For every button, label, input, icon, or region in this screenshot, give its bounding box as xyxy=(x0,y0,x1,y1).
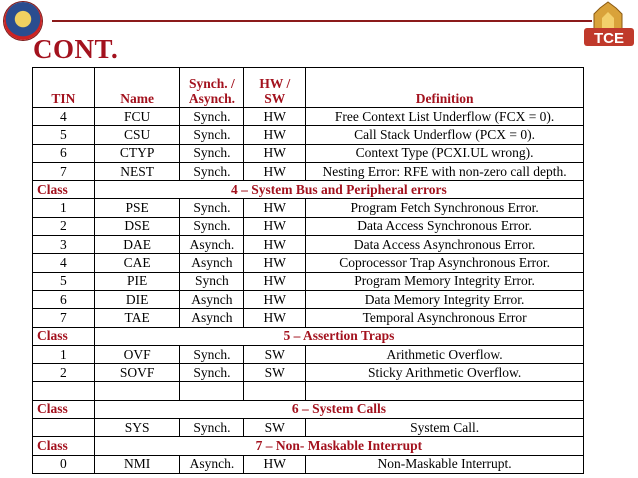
table-row xyxy=(33,144,584,162)
cell-definition: Call Stack Underflow (PCX = 0). xyxy=(306,126,584,144)
cell-tin: 6 xyxy=(33,290,95,308)
cell-hw: HW xyxy=(244,272,306,290)
cell-tin: 5 xyxy=(33,126,95,144)
cell-hw: HW xyxy=(244,455,306,473)
table-row xyxy=(33,199,584,217)
cell-definition: Context Type (PCXI.UL wrong). xyxy=(306,144,584,162)
cell-name: NMI xyxy=(94,455,180,473)
header-rule xyxy=(52,20,592,22)
cell-definition xyxy=(306,382,584,400)
cell-tin: 5 xyxy=(33,272,95,290)
cell-name: SOVF xyxy=(94,364,180,382)
cell-tin: 2 xyxy=(33,364,95,382)
table-header-row xyxy=(33,68,584,108)
cell-definition: Data Memory Integrity Error. xyxy=(306,290,584,308)
cell-tin xyxy=(33,382,95,400)
table-row xyxy=(33,217,584,235)
class-row xyxy=(33,400,584,418)
cell-name: TAE xyxy=(94,309,180,327)
cell-hw: HW xyxy=(244,309,306,327)
table-row xyxy=(33,290,584,308)
cell-synch: Synch. xyxy=(180,217,244,235)
cell-definition: Sticky Arithmetic Overflow. xyxy=(306,364,584,382)
table-row xyxy=(33,126,584,144)
cell-synch: Synch. xyxy=(180,419,244,437)
cell-synch xyxy=(180,382,244,400)
class-title: 6 – System Calls xyxy=(94,400,583,418)
class-title: 7 – Non- Maskable Interrupt xyxy=(94,437,583,455)
cell-synch: Synch. xyxy=(180,126,244,144)
cell-synch: Asynch xyxy=(180,254,244,272)
cell-tin: 4 xyxy=(33,254,95,272)
table-row xyxy=(33,364,584,382)
cell-hw: SW xyxy=(244,364,306,382)
header-synch-line2: Asynch. xyxy=(188,91,235,106)
header-name: Name xyxy=(94,68,180,108)
cell-synch: Synch. xyxy=(180,162,244,180)
cell-tin: 1 xyxy=(33,345,95,363)
cell-tin xyxy=(33,419,95,437)
cell-definition: Free Context List Underflow (FCX = 0). xyxy=(306,108,584,126)
cell-name: DAE xyxy=(94,236,180,254)
table-row xyxy=(33,419,584,437)
cell-synch: Synch. xyxy=(180,108,244,126)
cell-tin: 6 xyxy=(33,144,95,162)
cell-synch: Asynch xyxy=(180,290,244,308)
cell-tin: 7 xyxy=(33,162,95,180)
cell-definition: Data Access Asynchronous Error. xyxy=(306,236,584,254)
class-row xyxy=(33,327,584,345)
cell-tin: 2 xyxy=(33,217,95,235)
cell-name: PSE xyxy=(94,199,180,217)
cell-synch: Asynch. xyxy=(180,455,244,473)
cell-hw: SW xyxy=(244,419,306,437)
tce-logo-text: TCE xyxy=(594,30,624,47)
cell-tin: 7 xyxy=(33,309,95,327)
cell-hw: HW xyxy=(244,199,306,217)
page-title: CONT. xyxy=(33,34,119,64)
cell-tin: 0 xyxy=(33,455,95,473)
table-row xyxy=(33,345,584,363)
table-row xyxy=(33,108,584,126)
header-hw-line1: HW / xyxy=(259,76,291,91)
cell-name: SYS xyxy=(94,419,180,437)
class-title: 5 – Assertion Traps xyxy=(94,327,583,345)
cell-definition: Program Fetch Synchronous Error. xyxy=(306,199,584,217)
cell-definition: Program Memory Integrity Error. xyxy=(306,272,584,290)
cell-hw: HW xyxy=(244,217,306,235)
table-body xyxy=(33,108,584,474)
tce-logo xyxy=(580,0,636,50)
header-definition: Definition xyxy=(306,68,584,108)
cell-synch: Synch xyxy=(180,272,244,290)
cell-name: CTYP xyxy=(94,144,180,162)
header-synch-line1: Synch. / xyxy=(189,76,235,91)
cell-name xyxy=(94,382,180,400)
cell-hw: HW xyxy=(244,254,306,272)
cell-definition: Coprocessor Trap Asynchronous Error. xyxy=(306,254,584,272)
cell-name: DIE xyxy=(94,290,180,308)
class-title: 4 – System Bus and Peripheral errors xyxy=(94,181,583,199)
header-synch xyxy=(180,68,244,108)
cell-hw: HW xyxy=(244,236,306,254)
cell-synch: Synch. xyxy=(180,199,244,217)
table-row xyxy=(33,236,584,254)
table-row xyxy=(33,382,584,400)
cell-name: CSU xyxy=(94,126,180,144)
cell-definition: Data Access Synchronous Error. xyxy=(306,217,584,235)
table-row xyxy=(33,272,584,290)
cell-synch: Synch. xyxy=(180,345,244,363)
cell-definition: System Call. xyxy=(306,419,584,437)
header-tin: TIN xyxy=(33,68,95,108)
cell-tin: 4 xyxy=(33,108,95,126)
cell-tin: 3 xyxy=(33,236,95,254)
cell-name: NEST xyxy=(94,162,180,180)
cell-hw: HW xyxy=(244,108,306,126)
cell-name: OVF xyxy=(94,345,180,363)
cell-name: DSE xyxy=(94,217,180,235)
class-label: Class xyxy=(33,327,95,345)
cell-synch: Synch. xyxy=(180,364,244,382)
cell-definition: Arithmetic Overflow. xyxy=(306,345,584,363)
cell-name: CAE xyxy=(94,254,180,272)
cell-hw: HW xyxy=(244,144,306,162)
table-row xyxy=(33,162,584,180)
cell-hw: HW xyxy=(244,290,306,308)
table-row xyxy=(33,254,584,272)
cell-definition: Nesting Error: RFE with non-zero call depth. xyxy=(306,162,584,180)
cell-definition: Temporal Asynchronous Error xyxy=(306,309,584,327)
class-row xyxy=(33,437,584,455)
cell-hw xyxy=(244,382,306,400)
cell-synch: Synch. xyxy=(180,144,244,162)
cell-synch: Asynch xyxy=(180,309,244,327)
cell-synch: Asynch. xyxy=(180,236,244,254)
cell-hw: SW xyxy=(244,345,306,363)
cell-hw: HW xyxy=(244,126,306,144)
header-hw xyxy=(244,68,306,108)
cell-name: FCU xyxy=(94,108,180,126)
table-row xyxy=(33,309,584,327)
table-row xyxy=(33,455,584,473)
class-label: Class xyxy=(33,400,95,418)
cell-name: PIE xyxy=(94,272,180,290)
cell-tin: 1 xyxy=(33,199,95,217)
cell-hw: HW xyxy=(244,162,306,180)
class-label: Class xyxy=(33,181,95,199)
cell-definition: Non-Maskable Interrupt. xyxy=(306,455,584,473)
trap-table xyxy=(32,67,584,474)
class-label: Class xyxy=(33,437,95,455)
class-row xyxy=(33,181,584,199)
header-hw-line2: SW xyxy=(264,91,286,106)
